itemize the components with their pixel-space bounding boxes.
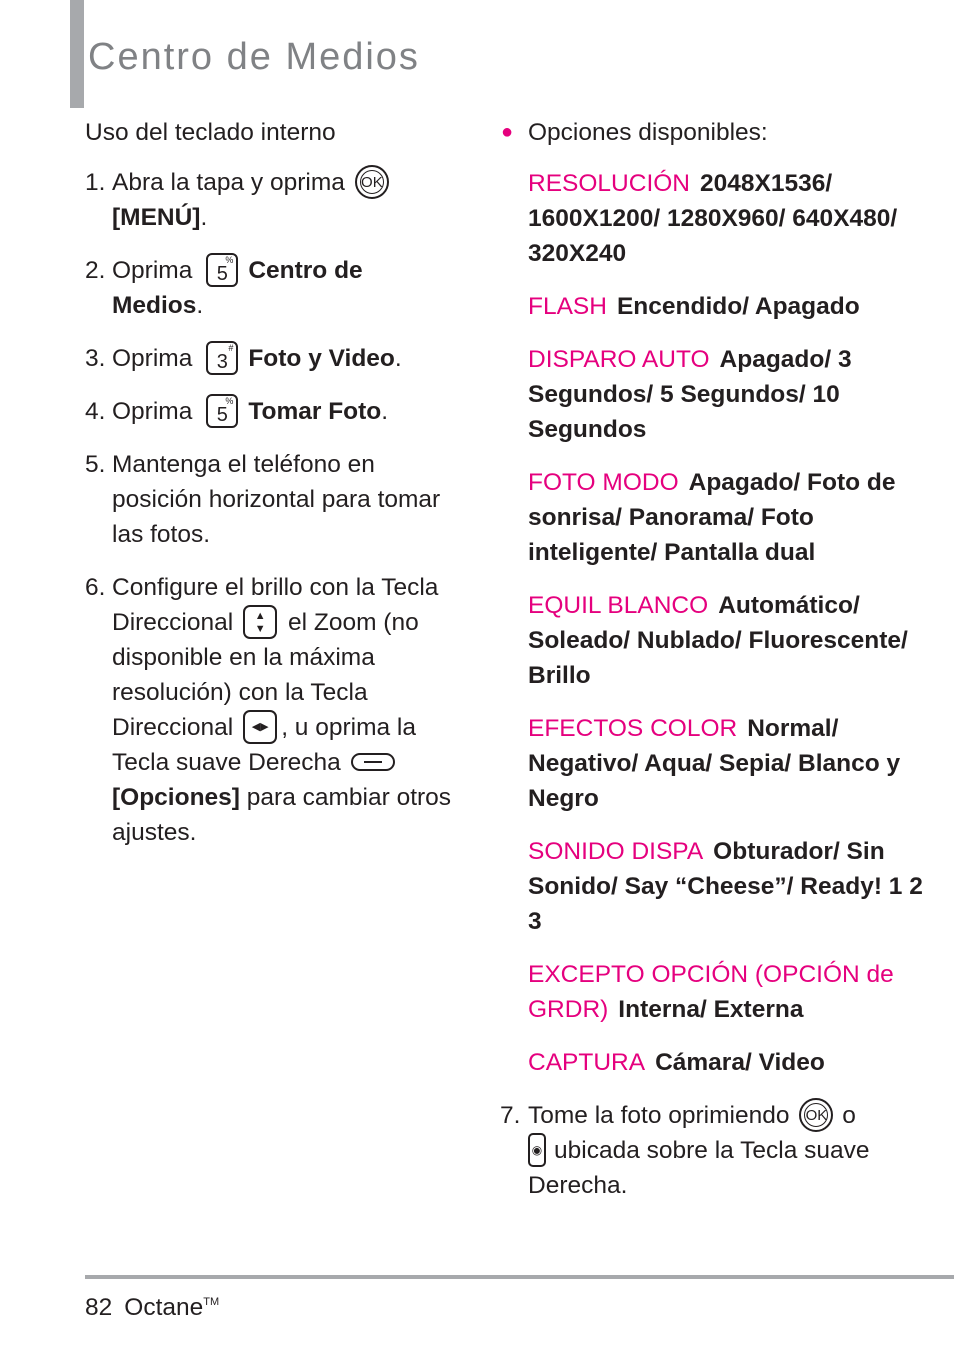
option-value: Apagado/ 3 Segundos/ 5 Segundos/ 10 Segundos [528, 346, 852, 443]
option-label: FOTO MODO [528, 469, 679, 496]
step-2: 2. Oprima % 5 Centro de Medios. [85, 254, 363, 319]
option-equil-blanco [528, 588, 940, 693]
option-value: Obturador/ Sin Sonido/ Say “Cheese”/ Ready! 1 2 3 [528, 838, 923, 935]
option-label: RESOLUCIÓN [528, 170, 691, 197]
step-text: o [842, 1102, 856, 1129]
step-text: , u oprima la Tecla suave Derecha [112, 714, 416, 776]
options-label: [Opciones] [112, 784, 240, 811]
bullet-icon: ● [501, 121, 514, 143]
step-text: Mantenga el teléfono en posición horizontal para tomar las fotos. [112, 451, 441, 548]
menu-item-label: Foto y Video [248, 345, 395, 372]
step-number: 5. [85, 451, 106, 478]
option-disparo-auto [528, 342, 940, 447]
page-number: 82 [85, 1294, 113, 1321]
step-7 [500, 1098, 940, 1203]
page-title: Centro de Medios [88, 36, 420, 78]
step-number: 1. [85, 169, 106, 196]
option-foto-modo [528, 465, 940, 570]
options-intro: ● Opciones disponibles: [500, 115, 940, 150]
step-text: ubicada sobre la Tecla suave Derecha. [528, 1137, 870, 1199]
product-name: Octane [124, 1294, 204, 1321]
step-number: 6. [85, 574, 106, 601]
step-4: 4. Oprima % 5 Tomar Foto. [85, 394, 455, 429]
option-flash [528, 289, 940, 324]
number-3-key-icon: # 3 [206, 341, 238, 375]
option-value: Normal/ Negativo/ Aqua/ Sepia/ Blanco y Negro [528, 715, 901, 812]
menu-item-label: Centro de Medios [112, 257, 363, 319]
camera-key-icon: ◉ [528, 1133, 546, 1167]
step-text: Abra la tapa y oprima [112, 169, 345, 196]
section-heading: Uso del teclado interno [85, 119, 336, 146]
option-label: FLASH [528, 293, 607, 320]
option-captura [528, 1045, 940, 1080]
footer [85, 1290, 219, 1325]
option-label: EXCEPTO OPCIÓN (OPCIÓN de GRDR) [528, 961, 894, 1023]
step-text: Oprima [112, 257, 193, 284]
option-value: 2048X1536/ 1600X1200/ 1280X960/ 640X480/ 320X240 [528, 170, 898, 267]
right-column [500, 115, 940, 1203]
option-value: Apagado/ Foto de sonrisa/ Panorama/ Foto inteligente/ Pantalla dual [528, 469, 896, 566]
menu-label: [MENÚ] [112, 204, 201, 231]
step-text: Oprima [112, 345, 193, 372]
step-1: 1. Abra la tapa y oprima OK [MENÚ]. [85, 165, 455, 235]
title-accent-bar [70, 0, 84, 108]
number-5-key-icon: % 5 [206, 394, 238, 428]
option-excepto-opcion [528, 957, 940, 1027]
option-label: SONIDO DISPA [528, 838, 704, 865]
ok-key-icon: OK [355, 165, 389, 199]
step-text: para cambiar otros ajustes. [112, 784, 452, 846]
step-3: 3. Oprima # 3 Foto y Video. [85, 341, 455, 376]
step-6 [85, 570, 455, 850]
option-efectos-color [528, 711, 940, 816]
ok-key-icon: OK [799, 1098, 833, 1132]
option-label: CAPTURA [528, 1049, 646, 1076]
option-resolucion [528, 166, 940, 271]
left-column [85, 115, 455, 868]
option-value: Encendido/ Apagado [616, 293, 860, 320]
step-number: 2. [85, 257, 106, 284]
step-text: Configure el brillo con la Tecla Direccional [112, 574, 439, 636]
step-number: 4. [85, 398, 106, 425]
step-text: Oprima [112, 398, 193, 425]
trademark-mark: TM [203, 1296, 220, 1308]
step-text: el Zoom (no disponible en la máxima resolución) con la Tecla Direccional [112, 609, 419, 741]
footer-rule [85, 1275, 954, 1279]
right-soft-key-icon [351, 753, 395, 771]
menu-item-label: Tomar Foto [248, 398, 382, 425]
step-number: 7. [500, 1102, 521, 1129]
step-text: Tome la foto oprimiendo [528, 1102, 790, 1129]
option-value: Automático/ Soleado/ Nublado/ Fluorescente/ Brillo [528, 592, 908, 689]
step-5 [85, 447, 455, 552]
option-label: EFECTOS COLOR [528, 715, 738, 742]
option-value: Cámara/ Video [655, 1049, 825, 1076]
option-sonido-dispa [528, 834, 940, 939]
number-5-key-icon: % 5 [206, 253, 238, 287]
option-label: EQUIL BLANCO [528, 592, 709, 619]
navigation-left-right-icon: ◀▶ [243, 710, 277, 744]
option-label: DISPARO AUTO [528, 346, 710, 373]
step-number: 3. [85, 345, 106, 372]
option-value: Interna/ Externa [618, 996, 804, 1023]
navigation-up-down-icon: ▲ ▼ [243, 605, 277, 639]
